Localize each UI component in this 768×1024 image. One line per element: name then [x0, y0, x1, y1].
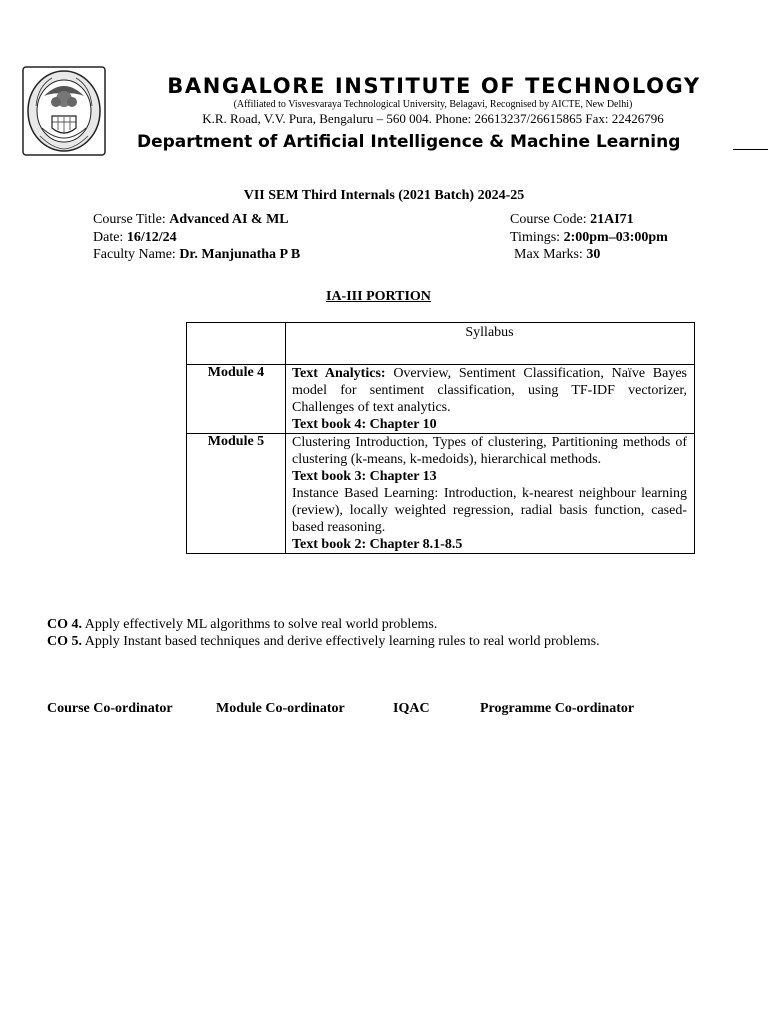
module-textbook-2: Text book 2: Chapter 8.1-8.5	[292, 537, 463, 552]
max-marks-row	[514, 247, 600, 263]
affiliation-line: (Affiliated to Visvesvaraya Technological University, Belagavi, Recognised by AICTE, New Delhi)	[233, 99, 633, 110]
institute-name: BANGALORE INSTITUTE OF TECHNOLOGY	[167, 74, 701, 98]
course-outcome-co4	[47, 617, 437, 633]
table-row	[187, 434, 695, 554]
course-title-row	[93, 212, 289, 228]
co-text: Apply effectively ML algorithms to solve real world problems.	[82, 617, 438, 632]
date-label: Date:	[93, 230, 127, 245]
module-textbook: Text book 4: Chapter 10	[292, 417, 437, 432]
course-code-label: Course Code:	[510, 212, 591, 227]
co-label: CO 5.	[47, 634, 82, 649]
course-code-value: 21AI71	[590, 212, 634, 227]
course-title-label: Course Title:	[93, 212, 170, 227]
course-outcome-co5	[47, 634, 600, 650]
signature-module-coordinator: Module Co-ordinator	[216, 701, 345, 716]
timings-label: Timings:	[510, 230, 564, 245]
timings-row	[510, 230, 668, 246]
table-header-empty-cell	[187, 323, 286, 365]
co-label: CO 4.	[47, 617, 82, 632]
module-part-2: Instance Based Learning: Introduction, k-nearest neighbour learning (review), locally weighted regression, radial basis function, cased-based reasoning.	[292, 486, 687, 535]
module-content	[286, 434, 695, 554]
module-name: Module 4	[187, 365, 286, 434]
course-code-row	[510, 212, 634, 228]
signature-programme-coordinator: Programme Co-ordinator	[480, 701, 635, 716]
course-title-value: Advanced AI & ML	[169, 212, 289, 227]
date-value: 16/12/24	[126, 230, 177, 245]
module-part-1: Clustering Introduction, Types of clustering, Partitioning methods of clustering (k-means, k-medoids), hierarchical methods.	[292, 435, 687, 467]
syllabus-table	[186, 322, 695, 554]
co-text: Apply Instant based techniques and derive effectively learning rules to real world problems.	[82, 634, 600, 649]
table-row	[187, 365, 695, 434]
faculty-label: Faculty Name:	[93, 247, 180, 262]
exam-title: VII SEM Third Internals (2021 Batch) 2024-25	[243, 188, 525, 203]
portion-heading: IA-III PORTION	[326, 289, 431, 304]
address-line: K.R. Road, V.V. Pura, Bengaluru – 560 004. Phone: 26613237/26615865 Fax: 22426796	[202, 111, 664, 126]
faculty-value: Dr. Manjunatha P B	[179, 247, 301, 262]
module-topic-title: Text Analytics:	[292, 366, 386, 381]
max-marks-value: 30	[586, 247, 601, 262]
faculty-row	[93, 247, 300, 263]
department-underline	[733, 149, 768, 150]
signature-iqac: IQAC	[393, 701, 430, 716]
module-textbook-1: Text book 3: Chapter 13	[292, 469, 437, 484]
department-name: Department of Artificial Intelligence & Machine Learning	[137, 132, 681, 152]
table-header-syllabus: Syllabus	[286, 323, 695, 365]
table-header-row	[187, 323, 695, 365]
module-content	[286, 365, 695, 434]
module-topic-text: Overview, Sentiment Classification, Naïve Bayes model for sentiment classification, using TF-IDF vectorizer, Challenges of text analytics.	[292, 366, 687, 415]
max-marks-label: Max Marks:	[514, 247, 587, 262]
signature-course-coordinator: Course Co-ordinator	[47, 701, 173, 716]
date-row	[93, 230, 177, 246]
module-name: Module 5	[187, 434, 286, 554]
timings-value: 2:00pm–03:00pm	[563, 230, 668, 245]
